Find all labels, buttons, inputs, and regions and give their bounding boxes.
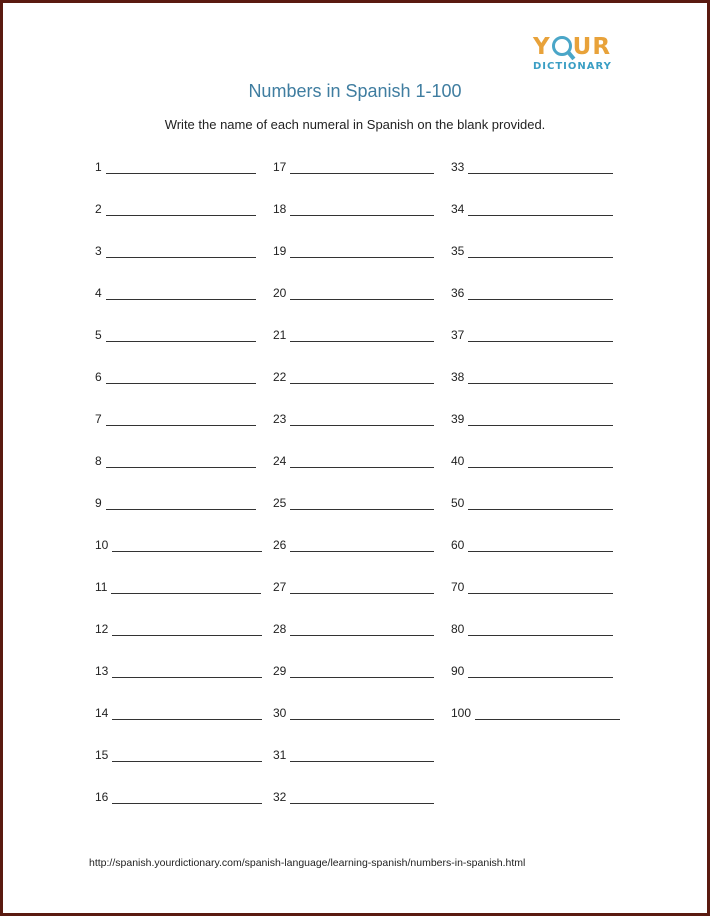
answer-blank[interactable] <box>111 574 261 594</box>
answer-blank[interactable] <box>106 448 256 468</box>
numeral-row <box>95 490 262 532</box>
numeral-label: 3 <box>95 244 102 258</box>
numeral-row <box>273 196 434 238</box>
numeral-row <box>273 742 434 784</box>
numeral-row <box>273 784 434 826</box>
answer-blank[interactable] <box>106 364 256 384</box>
numeral-row <box>273 532 434 574</box>
answer-blank[interactable] <box>290 616 434 636</box>
numeral-label: 1 <box>95 160 102 174</box>
numeral-label: 19 <box>273 244 287 258</box>
numeral-row <box>273 364 434 406</box>
numeral-row <box>95 742 262 784</box>
numeral-label: 6 <box>95 370 102 384</box>
answer-blank[interactable] <box>468 616 613 636</box>
numeral-row <box>451 490 620 532</box>
numeral-row <box>273 322 434 364</box>
numeral-label: 40 <box>451 454 465 468</box>
answer-blank[interactable] <box>290 784 434 804</box>
worksheet-instructions: Write the name of each numeral in Spanish on the blank provided. <box>164 117 546 132</box>
numeral-row <box>451 406 620 448</box>
answer-blank[interactable] <box>290 658 434 678</box>
numeral-label: 34 <box>451 202 465 216</box>
numeral-label: 5 <box>95 328 102 342</box>
logo-ur: UR <box>572 34 612 60</box>
numeral-label: 60 <box>451 538 465 552</box>
answer-blank[interactable] <box>468 364 613 384</box>
number-column-2 <box>273 154 434 826</box>
numeral-label: 31 <box>273 748 287 762</box>
numeral-label: 20 <box>273 286 287 300</box>
numeral-label: 100 <box>451 706 472 720</box>
answer-blank[interactable] <box>106 280 256 300</box>
numeral-label: 8 <box>95 454 102 468</box>
answer-blank[interactable] <box>468 532 613 552</box>
numeral-label: 33 <box>451 160 465 174</box>
answer-blank[interactable] <box>290 700 434 720</box>
numeral-label: 35 <box>451 244 465 258</box>
answer-blank[interactable] <box>290 448 434 468</box>
logo-y: Y <box>533 34 551 60</box>
answer-blank[interactable] <box>468 196 613 216</box>
numeral-row <box>95 196 262 238</box>
numeral-row <box>273 154 434 196</box>
numeral-row <box>95 406 262 448</box>
yourdictionary-logo <box>533 34 623 73</box>
numeral-row <box>95 616 262 658</box>
numeral-label: 32 <box>273 790 287 804</box>
numeral-label: 50 <box>451 496 465 510</box>
answer-blank[interactable] <box>112 742 262 762</box>
numeral-label: 21 <box>273 328 287 342</box>
numeral-label: 28 <box>273 622 287 636</box>
numeral-row <box>95 280 262 322</box>
numeral-row <box>451 658 620 700</box>
numeral-label: 27 <box>273 580 287 594</box>
numeral-row <box>451 532 620 574</box>
logo-subtitle: DICTIONARY <box>533 61 612 72</box>
numeral-label: 39 <box>451 412 465 426</box>
answer-blank[interactable] <box>106 238 256 258</box>
answer-blank[interactable] <box>468 574 613 594</box>
numeral-label: 23 <box>273 412 287 426</box>
answer-blank[interactable] <box>112 784 262 804</box>
numeral-row <box>451 280 620 322</box>
numeral-row <box>95 658 262 700</box>
answer-blank[interactable] <box>468 448 613 468</box>
numeral-row <box>273 238 434 280</box>
numeral-label: 22 <box>273 370 287 384</box>
answer-blank[interactable] <box>106 322 256 342</box>
answer-blank[interactable] <box>290 196 434 216</box>
answer-blank[interactable] <box>468 322 613 342</box>
numeral-row <box>95 238 262 280</box>
numeral-label: 12 <box>95 622 109 636</box>
number-column-1 <box>95 154 262 826</box>
numeral-row <box>451 700 620 742</box>
numeral-row <box>451 448 620 490</box>
numeral-label: 11 <box>95 580 108 594</box>
source-url: http://spanish.yourdictionary.com/spanish-language/learning-spanish/numbers-in-spanish.html <box>89 857 526 869</box>
answer-blank[interactable] <box>290 532 434 552</box>
answer-blank[interactable] <box>106 154 256 174</box>
numeral-row <box>95 784 262 826</box>
answer-blank[interactable] <box>290 574 434 594</box>
magnifier-icon <box>552 36 572 56</box>
numeral-label: 10 <box>95 538 109 552</box>
numeral-label: 70 <box>451 580 465 594</box>
answer-blank[interactable] <box>468 490 613 510</box>
answer-blank[interactable] <box>290 280 434 300</box>
answer-blank[interactable] <box>112 616 262 636</box>
numeral-label: 80 <box>451 622 465 636</box>
numeral-row <box>273 280 434 322</box>
numeral-row <box>451 322 620 364</box>
answer-blank[interactable] <box>290 364 434 384</box>
numeral-label: 18 <box>273 202 287 216</box>
numeral-row <box>451 616 620 658</box>
numeral-row <box>451 238 620 280</box>
numeral-label: 16 <box>95 790 109 804</box>
numeral-row <box>95 448 262 490</box>
numeral-label: 38 <box>451 370 465 384</box>
numeral-row <box>273 700 434 742</box>
numeral-row <box>451 574 620 616</box>
numeral-row <box>95 574 262 616</box>
answer-blank[interactable] <box>468 406 613 426</box>
numeral-row <box>95 532 262 574</box>
answer-blank[interactable] <box>112 700 262 720</box>
numeral-label: 36 <box>451 286 465 300</box>
answer-blank[interactable] <box>290 154 434 174</box>
numeral-row <box>95 364 262 406</box>
answer-blank[interactable] <box>468 658 613 678</box>
answer-blank[interactable] <box>112 532 262 552</box>
answer-blank[interactable] <box>106 196 256 216</box>
numeral-label: 9 <box>95 496 102 510</box>
answer-blank[interactable] <box>468 280 613 300</box>
numeral-label: 25 <box>273 496 287 510</box>
numeral-label: 30 <box>273 706 287 720</box>
numeral-row <box>273 406 434 448</box>
numeral-row <box>95 154 262 196</box>
answer-blank[interactable] <box>290 238 434 258</box>
numeral-label: 17 <box>273 160 287 174</box>
answer-blank[interactable] <box>106 406 256 426</box>
logo-wordmark <box>533 34 623 60</box>
answer-blank[interactable] <box>290 322 434 342</box>
answer-blank[interactable] <box>290 406 434 426</box>
answer-blank[interactable] <box>468 154 613 174</box>
numeral-label: 37 <box>451 328 465 342</box>
answer-blank[interactable] <box>112 658 262 678</box>
numeral-label: 13 <box>95 664 109 678</box>
numeral-label: 24 <box>273 454 287 468</box>
answer-blank[interactable] <box>468 238 613 258</box>
numeral-label: 29 <box>273 664 287 678</box>
numeral-row <box>273 616 434 658</box>
answer-blank[interactable] <box>290 490 434 510</box>
numeral-label: 4 <box>95 286 102 300</box>
numeral-label: 90 <box>451 664 465 678</box>
numeral-row <box>95 700 262 742</box>
numeral-label: 2 <box>95 202 102 216</box>
worksheet-title: Numbers in Spanish 1-100 <box>248 81 462 101</box>
numeral-row <box>451 154 620 196</box>
number-column-3 <box>451 154 620 742</box>
numeral-row <box>451 364 620 406</box>
numeral-row <box>451 196 620 238</box>
numeral-label: 14 <box>95 706 109 720</box>
numeral-row <box>95 322 262 364</box>
numeral-row <box>273 490 434 532</box>
answer-blank[interactable] <box>106 490 256 510</box>
numeral-label: 26 <box>273 538 287 552</box>
numeral-row <box>273 574 434 616</box>
numeral-label: 15 <box>95 748 109 762</box>
numeral-label: 7 <box>95 412 102 426</box>
answer-blank[interactable] <box>475 700 620 720</box>
answer-blank[interactable] <box>290 742 434 762</box>
numeral-row <box>273 658 434 700</box>
numeral-row <box>273 448 434 490</box>
